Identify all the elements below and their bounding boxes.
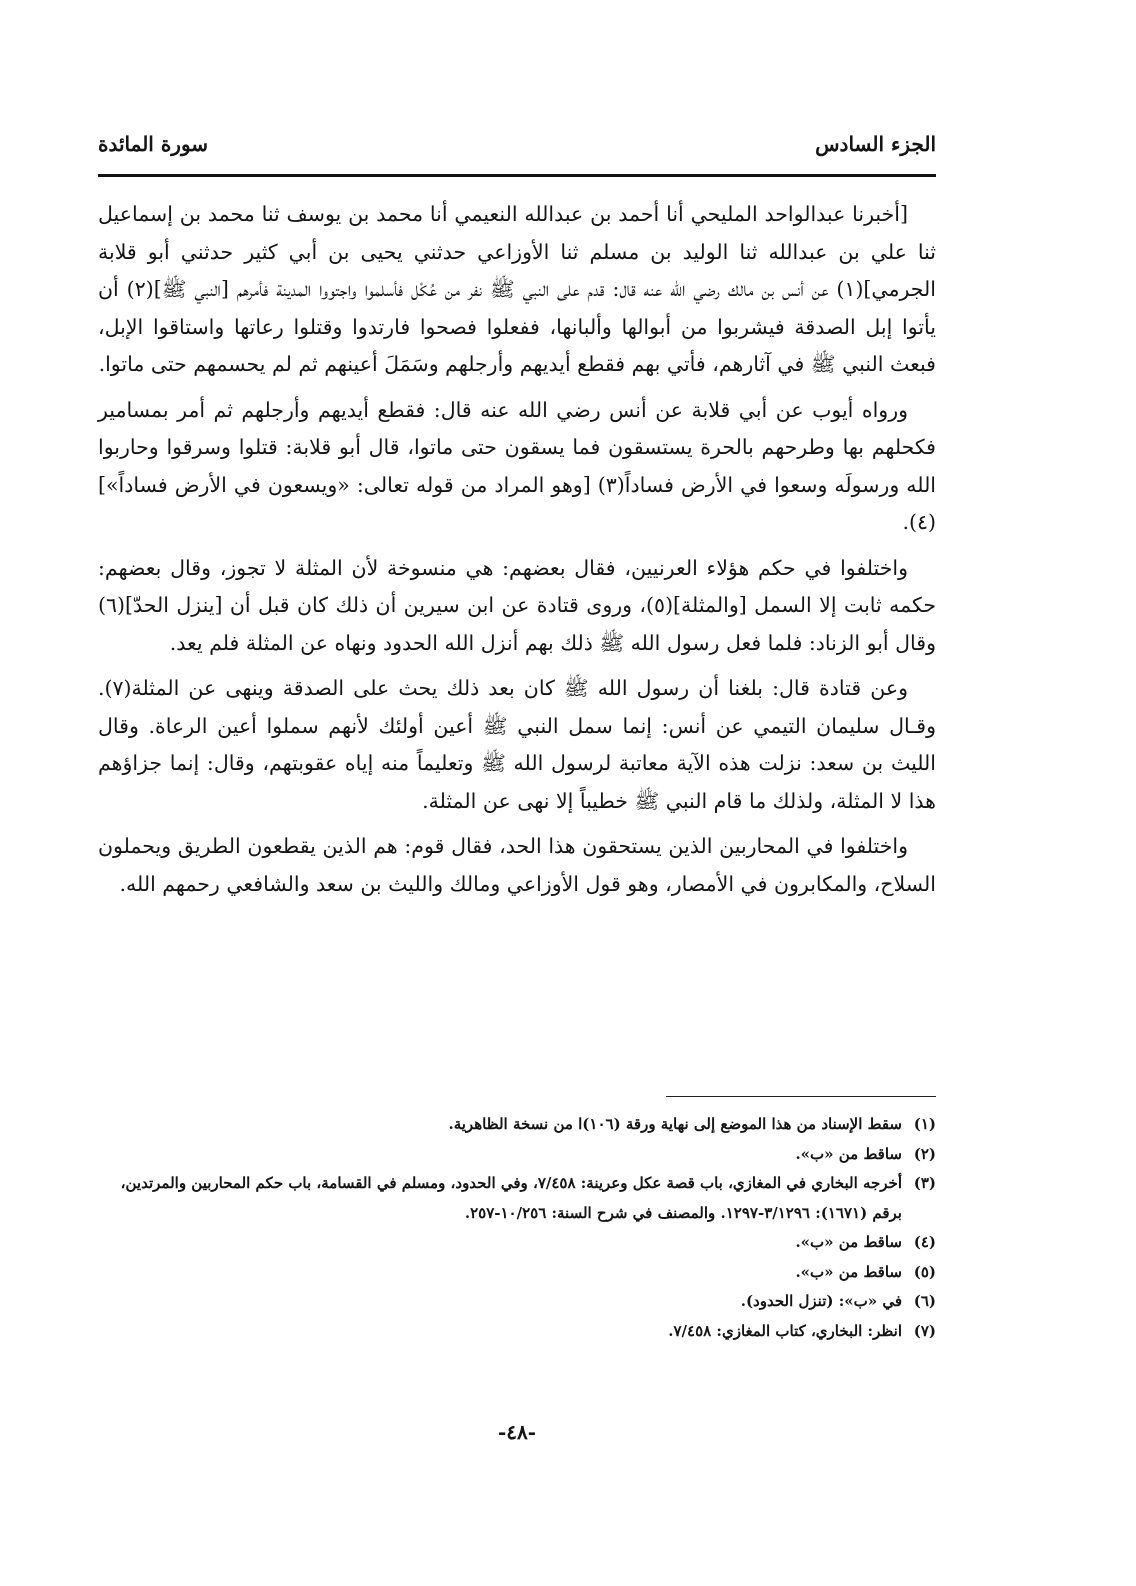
page-number: -٤٨-	[497, 1420, 537, 1444]
footnote-number: (٦)	[913, 1292, 936, 1310]
footnote	[98, 1287, 936, 1317]
footnote-number: (٥)	[913, 1262, 936, 1281]
footnote-text: انظر: البخاري، كتاب المغازي: ٧/٤٥٨.	[668, 1321, 902, 1340]
footnote	[98, 1140, 936, 1170]
footnote-number: (٤)	[913, 1233, 936, 1251]
paragraph: واختلفوا في حكم هؤلاء العرنيين، فقال بعضهم: هي منسوخة لأن المثلة لا تجوز، وقال بعضهم: حكمه ثابت إلا السمل [والمثلة](٥)، وروى قتادة عن ابن سيرين أن ذلك كان قبل أن [ينزل الحدّ](٦) وقال أبو الزناد: فلما فعل رسول الله ﷺ ذلك بهم أنزل الله الحدود ونهاه عن المثلة فلم يعد.	[98, 555, 936, 655]
running-header	[98, 132, 936, 172]
footnote	[98, 1228, 936, 1258]
paragraph: [أخبرنا عبدالواحد المليحي أنا أحمد بن عبدالله النعيمي أنا محمد بن يوسف ثنا محمد بن إسماعيل ثنا علي بن عبدالله ثنا الوليد بن مسلم ثنا الأوزاعي حدثني يحيى بن أبي كثير حدثني أبو قلابة الجرمي](١) عن أنس بن مالك رضي الله عنه قال: قدم على النبي ﷺ نفر من عُكْل فأسلموا واجتووا المدينة فأمرهم [النبي ﷺ](٢) أن يأتوا إبل الصدقة فيشربوا من أبوالها وألبانها، ففعلوا فصحوا فارتدوا وقتلوا رعاتها واستاقوا الإبل، فبعث النبي ﷺ في آثارهم، فأتي بهم فقطع أيديهم وأرجلهم وسَمَلَ أعينهم ثم لم يحسمهم حتى ماتوا.	[98, 202, 936, 376]
header-divider	[98, 174, 936, 177]
footnote-number: (٢)	[913, 1144, 936, 1163]
footnote	[98, 1258, 936, 1288]
footnote-text: أخرجه البخاري في المغازي، باب قصة عكل وعرينة: ٧/٤٥٨، وفي الحدود، ومسلم في القسامة، باب حكم المحاربين والمرتدين،	[120, 1174, 902, 1192]
footnote-number: (١)	[913, 1115, 936, 1133]
footnote	[98, 1317, 936, 1347]
footnotes	[98, 1110, 936, 1346]
footnote-number: (٣)	[913, 1174, 936, 1192]
footnote-number: (٧)	[913, 1321, 936, 1340]
footnote	[98, 1110, 936, 1140]
footnote-continuation: برقم (١٦٧١): ٣/١٢٩٦-١٢٩٧. والمصنف في شرح السنة: ١٠/٢٥٦-٢٥٧.	[464, 1203, 902, 1222]
footnote-text: ساقط من «ب».	[795, 1144, 902, 1163]
main-text	[98, 196, 936, 911]
header-part-title: الجزء السادس	[815, 132, 936, 156]
footnote-text: ساقط من «ب».	[795, 1262, 902, 1281]
header-surah-title: سورة المائدة	[98, 132, 209, 156]
paragraph: ورواه أيوب عن أبي قلابة عن أنس رضي الله عنه قال: فقطع أيديهم وأرجلهم ثم أمر بمسامير فكحلهم بها وطرحهم بالحرة يستسقون فما يسقون حتى ماتوا، قال أبو قلابة: قتلوا وسرقوا وحاربوا الله ورسولَه وسعوا في الأرض فساداً(٣) [وهو المراد من قوله تعالى: «ويسعون في الأرض فساداً»](٤).	[98, 397, 937, 534]
page	[98, 0, 936, 1586]
paragraph: وعن قتادة قال: بلغنا أن رسول الله ﷺ كان بعد ذلك يحث على الصدقة وينهى عن المثلة(٧). وقـال سليمان التيمي عن أنس: إنما سمل النبي ﷺ أعين أولئك لأنهم سملوا أعين الرعاة. وقال الليث بن سعد: نزلت هذه الآية معاتبة لرسول الله ﷺ وتعليماً منه إياه عقوبتهم، وقال: إنما جزاؤهم هذا لا المثلة، ولذلك ما قام النبي ﷺ خطيباً إلا نهى عن المثلة.	[98, 676, 936, 813]
footnote-text: ساقط من «ب».	[795, 1233, 902, 1251]
footnote-text: سقط الإسناد من هذا الموضع إلى نهاية ورقة (١٠٦)ا من نسخة الظاهرية.	[448, 1115, 902, 1133]
footnote	[98, 1169, 936, 1199]
paragraph: واختلفوا في المحاربين الذين يستحقون هذا الحد، فقال قوم: هم الذين يقطعون الطريق ويحملون السلاح، والمكابرون في الأمصار، وهو قول الأوزاعي ومالك والليث بن سعد والشافعي رحمهم الله.	[98, 834, 936, 896]
footnote-text: في «ب»: (تنزل الحدود).	[740, 1292, 902, 1310]
footnote-divider	[666, 1096, 936, 1097]
